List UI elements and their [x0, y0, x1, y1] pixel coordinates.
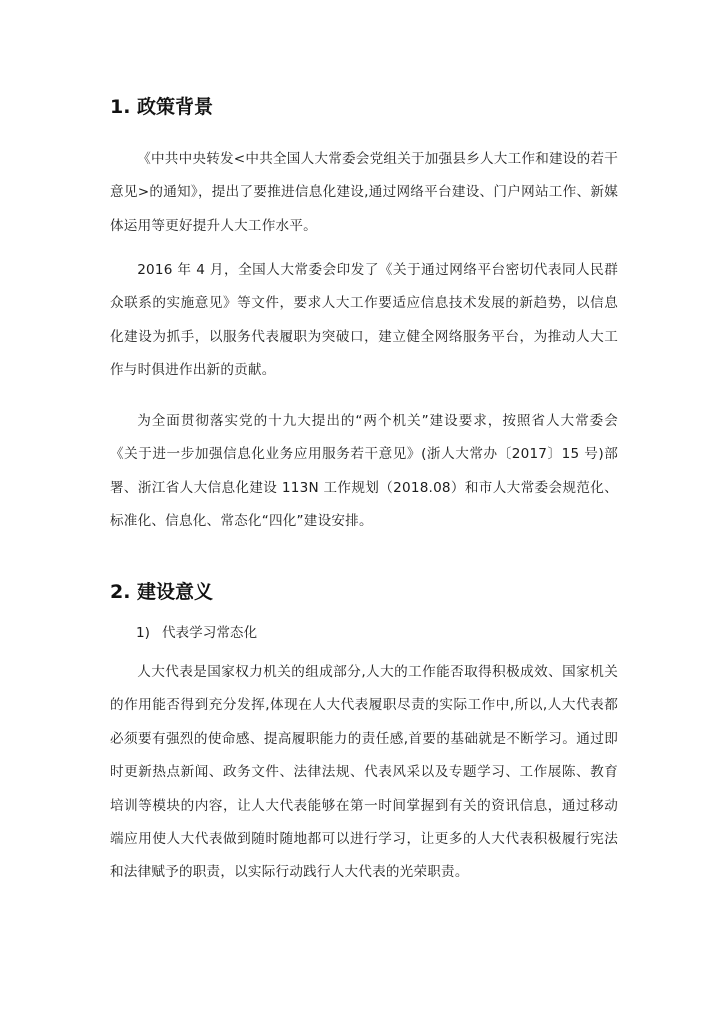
paragraph-policy-2: 2016 年 4 月，全国人大常委会印发了《关于通过网络平台密切代表同人民群众联系的实施意见》等文件，要求人大工作要适应信息技术发展的新趋势，以信息化建设为抓手，以服务代表履职为突破口，建立健全网络服务平台，为推动人大工作与时俱进作出新的贡献。 — [110, 262, 618, 379]
subitem-number: 1) — [136, 625, 150, 641]
paragraph-policy-1: 《中共中央转发<中共全国人大常委会党组关于加强县乡人大工作和建设的若干意见>的通知》，提出了要推进信息化建设,通过网络平台建设、门户网站工作、新媒体运用等更好提升人大工作水平。 — [110, 151, 618, 234]
paragraph-policy-3: 为全面贯彻落实党的十九大提出的“两个机关”建设要求，按照省人大常委会《关于进一步加强信息化业务应用服务若干意见》(浙人大常办〔2017〕15 号)部署、浙江省人大信息化建设 113N 工作规划（2018.08）和市人大常委会规范化、标准化、信息化、常态化“四化”建设安排。 — [110, 413, 618, 530]
subitem-learning-normalization — [136, 621, 257, 645]
section-heading-significance: 2. 建设意义 — [110, 581, 214, 603]
section-heading-policy-background: 1. 政策背景 — [110, 96, 214, 118]
paragraph-significance-1: 人大代表是国家权力机关的组成部分,人大的工作能否取得积极成效、国家机关的作用能否得到充分发挥,体现在人大代表履职尽责的实际工作中,所以,人大代表都必须要有强烈的使命感、提高履职能力的责任感,首要的基础就是不断学习。通过即时更新热点新闻、政务文件、法律法规、代表风采以及专题学习、工作展陈、教育培训等模块的内容，让人大代表能够在第一时间掌握到有关的资讯信息，通过移动端应用使人大代表做到随时随地都可以进行学习，让更多的人大代表积极履行宪法和法律赋予的职责，以实际行动践行人大代表的光荣职责。 — [110, 664, 618, 881]
subitem-label: 代表学习常态化 — [161, 625, 258, 641]
